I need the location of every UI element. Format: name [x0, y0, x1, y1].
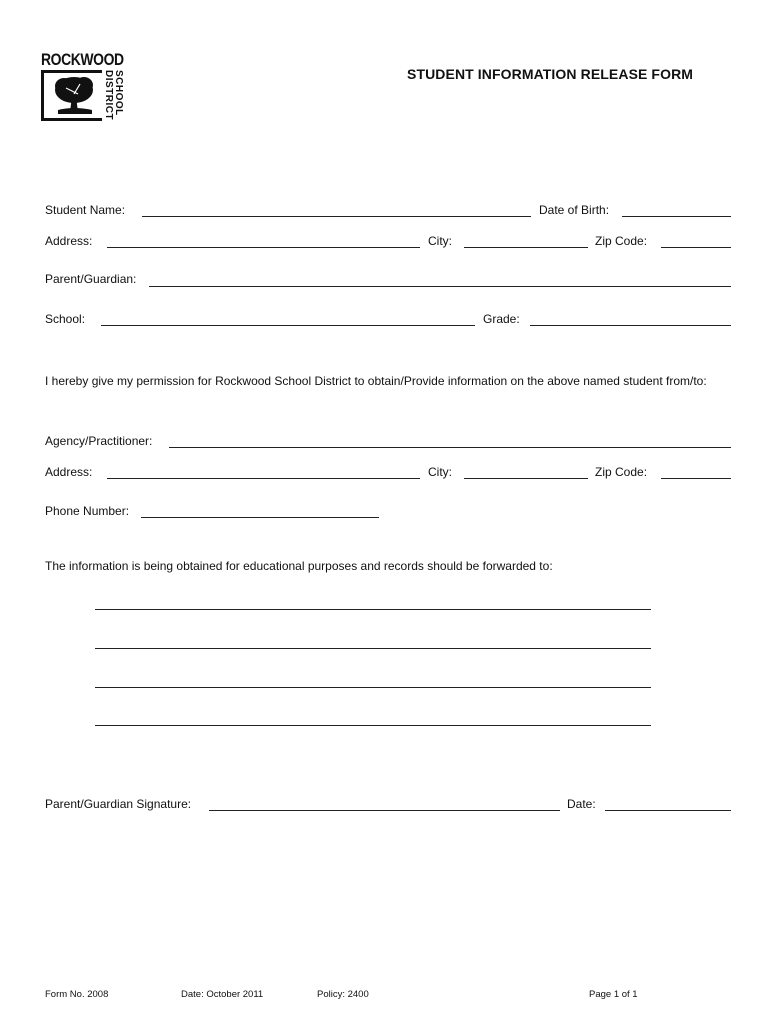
- footer-form-number: Form No. 2008: [45, 989, 109, 1000]
- grade-label: Grade:: [483, 312, 520, 326]
- agency-city-label: City:: [428, 465, 452, 479]
- student-city-field[interactable]: [464, 247, 588, 248]
- student-address-label: Address:: [45, 234, 93, 248]
- student-address-field[interactable]: [107, 247, 420, 248]
- agency-label: Agency/Practitioner:: [45, 434, 153, 448]
- logo-school-text: SCHOOL: [113, 70, 124, 116]
- footer-policy: Policy: 2400: [317, 989, 369, 1000]
- parent-guardian-label: Parent/Guardian:: [45, 272, 137, 286]
- student-city-label: City:: [428, 234, 452, 248]
- agency-field[interactable]: [169, 447, 731, 448]
- dob-field[interactable]: [622, 216, 731, 217]
- school-field[interactable]: [101, 325, 475, 326]
- logo-district-text: DISTRICT: [103, 70, 114, 121]
- footer-page-number: Page 1 of 1: [589, 989, 638, 1000]
- student-zip-label: Zip Code:: [595, 234, 648, 248]
- grade-field[interactable]: [530, 325, 731, 326]
- forward-to-line-2[interactable]: [95, 648, 651, 649]
- forward-to-line-1[interactable]: [95, 609, 651, 610]
- signature-label: Parent/Guardian Signature:: [45, 797, 192, 811]
- forward-to-line-4[interactable]: [95, 725, 651, 726]
- footer-date: Date: October 2011: [181, 989, 264, 1000]
- purpose-statement: The information is being obtained for educational purposes and records should be forwarded to:: [45, 559, 553, 573]
- school-label: School:: [45, 312, 86, 326]
- signature-date-field[interactable]: [605, 810, 731, 811]
- dob-label: Date of Birth:: [539, 203, 610, 217]
- agency-city-field[interactable]: [464, 478, 588, 479]
- forward-to-line-3[interactable]: [95, 687, 651, 688]
- student-zip-field[interactable]: [661, 247, 731, 248]
- logo-wordmark: ROCKWOOD: [41, 50, 124, 69]
- tree-icon: [48, 74, 98, 118]
- parent-guardian-field[interactable]: [149, 286, 731, 287]
- permission-statement: I hereby give my permission for Rockwood School District to obtain/Provide information on the above named student from/to:: [45, 374, 707, 388]
- signature-date-label: Date:: [567, 797, 596, 811]
- agency-zip-field[interactable]: [661, 478, 731, 479]
- student-name-field[interactable]: [142, 216, 531, 217]
- phone-field[interactable]: [141, 517, 379, 518]
- phone-label: Phone Number:: [45, 504, 130, 518]
- agency-address-field[interactable]: [107, 478, 420, 479]
- form-title: STUDENT INFORMATION RELEASE FORM: [407, 66, 694, 82]
- student-name-label: Student Name:: [45, 203, 126, 217]
- agency-address-label: Address:: [45, 465, 93, 479]
- district-logo: [40, 50, 125, 125]
- agency-zip-label: Zip Code:: [595, 465, 648, 479]
- signature-field[interactable]: [209, 810, 560, 811]
